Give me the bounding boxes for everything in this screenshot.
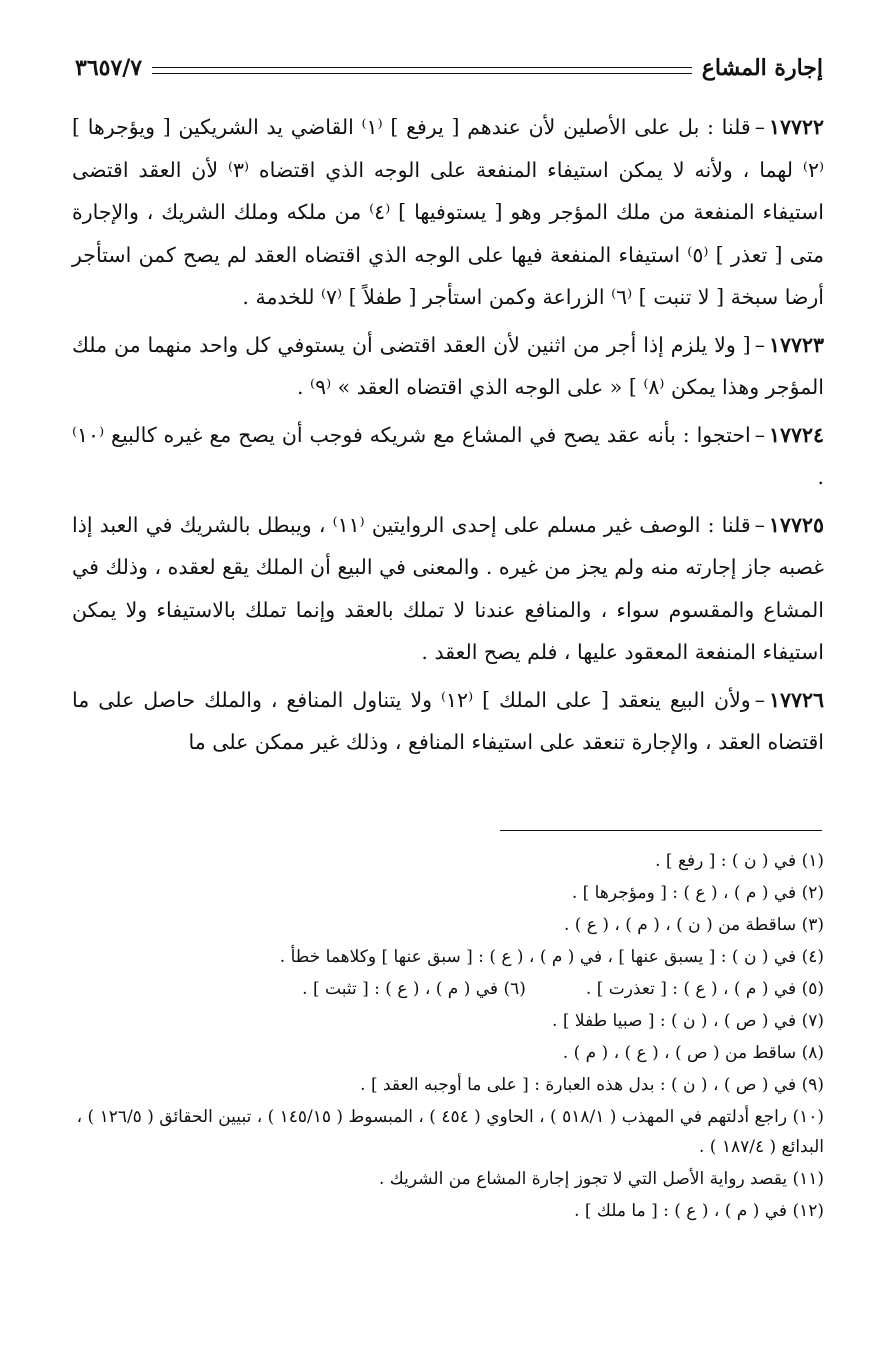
header-double-rule	[152, 67, 692, 74]
paragraph-text: ولأن البيع ينعقد [ على الملك ] ⁽١٢⁾ ولا يتناول المنافع ، والملك حاصل على ما اقتضاه العقد ، والإجارة تنعقد على استيفاء المنافع ، وذلك غير ممكن على ما	[72, 687, 824, 754]
dash: –	[754, 687, 765, 712]
paragraph-text: احتجوا : بأنه عقد يصح في المشاع مع شريكه فوجب أن يصح مع غيره كالبيع ⁽١٠⁾ .	[72, 422, 824, 489]
paragraph-17722	[72, 106, 824, 319]
paragraph-17723	[72, 324, 824, 409]
paragraph-number: ١٧٧٢٣	[768, 332, 824, 357]
footnote-9: (٩) في ( ص ) ، ( ن ) : بدل هذه العبارة : [ على ما أوجبه العقد ] .	[360, 1075, 824, 1095]
footnote-5: (٥) في ( م ) ، ( ع ) : [ تعذرت ] .	[585, 979, 824, 999]
footnotes	[72, 846, 824, 1228]
dash: –	[754, 332, 765, 357]
dash: –	[754, 512, 765, 537]
footnote-8: (٨) ساقط من ( ص ) ، ( ع ) ، ( م ) .	[562, 1043, 824, 1063]
footnote-4: (٤) في ( ن ) : [ يسبق عنها ] ، في ( م ) ، ( ع ) : [ سبق عنها ] وكلاهما خطأ .	[279, 947, 824, 967]
paragraph-text: قلنا : بل على الأصلين لأن عندهم [ يرفع ] ⁽١⁾ القاضي يد الشريكين [ ويؤجرها ] ⁽٢⁾ لهما ، ولأنه لا يمكن استيفاء المنفعة على الوجه الذي اقتضاه ⁽٣⁾ لأن العقد اقتضى استيفاء المنفعة من ملك المؤجر وهو [ يستوفيها ] ⁽٤⁾ من ملكه وملك الشريك ، والإجارة متى [ تعذر ] ⁽٥⁾ استيفاء المنفعة فيها على الوجه الذي اقتضاه العقد لم يصح كمن استأجر أرضا سبخة [ لا تنبت ] ⁽٦⁾ الزراعة وكمن استأجر [ طفلاً ] ⁽٧⁾ للخدمة .	[72, 115, 824, 309]
paragraph-number: ١٧٧٢٥	[768, 512, 824, 537]
footnote-3: (٣) ساقطة من ( ن ) ، ( م ) ، ( ع ) .	[563, 915, 824, 935]
footnote-separator	[500, 830, 822, 831]
paragraph-number: ١٧٧٢٢	[768, 115, 824, 139]
page-number: ٣٦٥٧/٧	[75, 55, 143, 81]
chapter-title: إجارة المشاع	[701, 55, 823, 81]
footnote-12: (١٢) في ( م ) ، ( ع ) : [ ما ملك ] .	[574, 1201, 824, 1221]
paragraph-number: ١٧٧٢٤	[768, 422, 824, 447]
paragraph-number: ١٧٧٢٦	[768, 687, 824, 712]
paragraph-17724	[72, 414, 824, 499]
paragraph-text: [ ولا يلزم إذا أجر من اثنين لأن العقد اقتضى أن يستوفي كل واحد منهما من ملك المؤجر وهذا يمكن ⁽٨⁾ ] « على الوجه الذي اقتضاه العقد » ⁽٩⁾ .	[72, 332, 824, 399]
footnote-1: (١) في ( ن ) : [ رفع ] .	[655, 851, 824, 871]
footnote-7: (٧) في ( ص ) ، ( ن ) : [ صبيا طفلا ] .	[552, 1011, 824, 1031]
dash: –	[754, 422, 765, 447]
footnote-6: (٦) في ( م ) ، ( ع ) : [ تثبت ] .	[302, 979, 526, 999]
paragraph-17726	[72, 679, 824, 764]
footnote-10: (١٠) راجع أدلتهم في المهذب ( ٥١٨/١ ) ، الحاوي ( ٤٥٤ ) ، المبسوط ( ١٤٥/١٥ ) ، تبيين الحقائق ( ١٢٦/٥ ) ، البدائع ( ١٨٧/٤ ) .	[76, 1107, 824, 1157]
footnote-11: (١١) يقصد رواية الأصل التي لا تجوز إجارة المشاع من الشريك .	[379, 1169, 824, 1189]
running-header	[75, 50, 823, 86]
main-text	[72, 106, 824, 769]
footnote-row-5-6	[72, 974, 824, 1004]
dash: –	[754, 115, 765, 139]
paragraph-17725	[72, 504, 824, 674]
paragraph-text: قلنا : الوصف غير مسلم على إحدى الروايتين ⁽١١⁾ ، ويبطل بالشريك في العبد إذا غصبه جاز إجارته منه ولم يجز من غيره . والمعنى في البيع أن الملك يقع لعقده ، وذلك في المشاع والمقسوم سواء ، والمنافع عندنا لا تملك بالعقد وإنما تملك بالاستيفاء ولا يمكن استيفاء المنفعة المعقود عليها ، فلم يصح العقد .	[72, 512, 824, 664]
footnote-2: (٢) في ( م ) ، ( ع ) : [ ومؤجرها ] .	[571, 883, 824, 903]
